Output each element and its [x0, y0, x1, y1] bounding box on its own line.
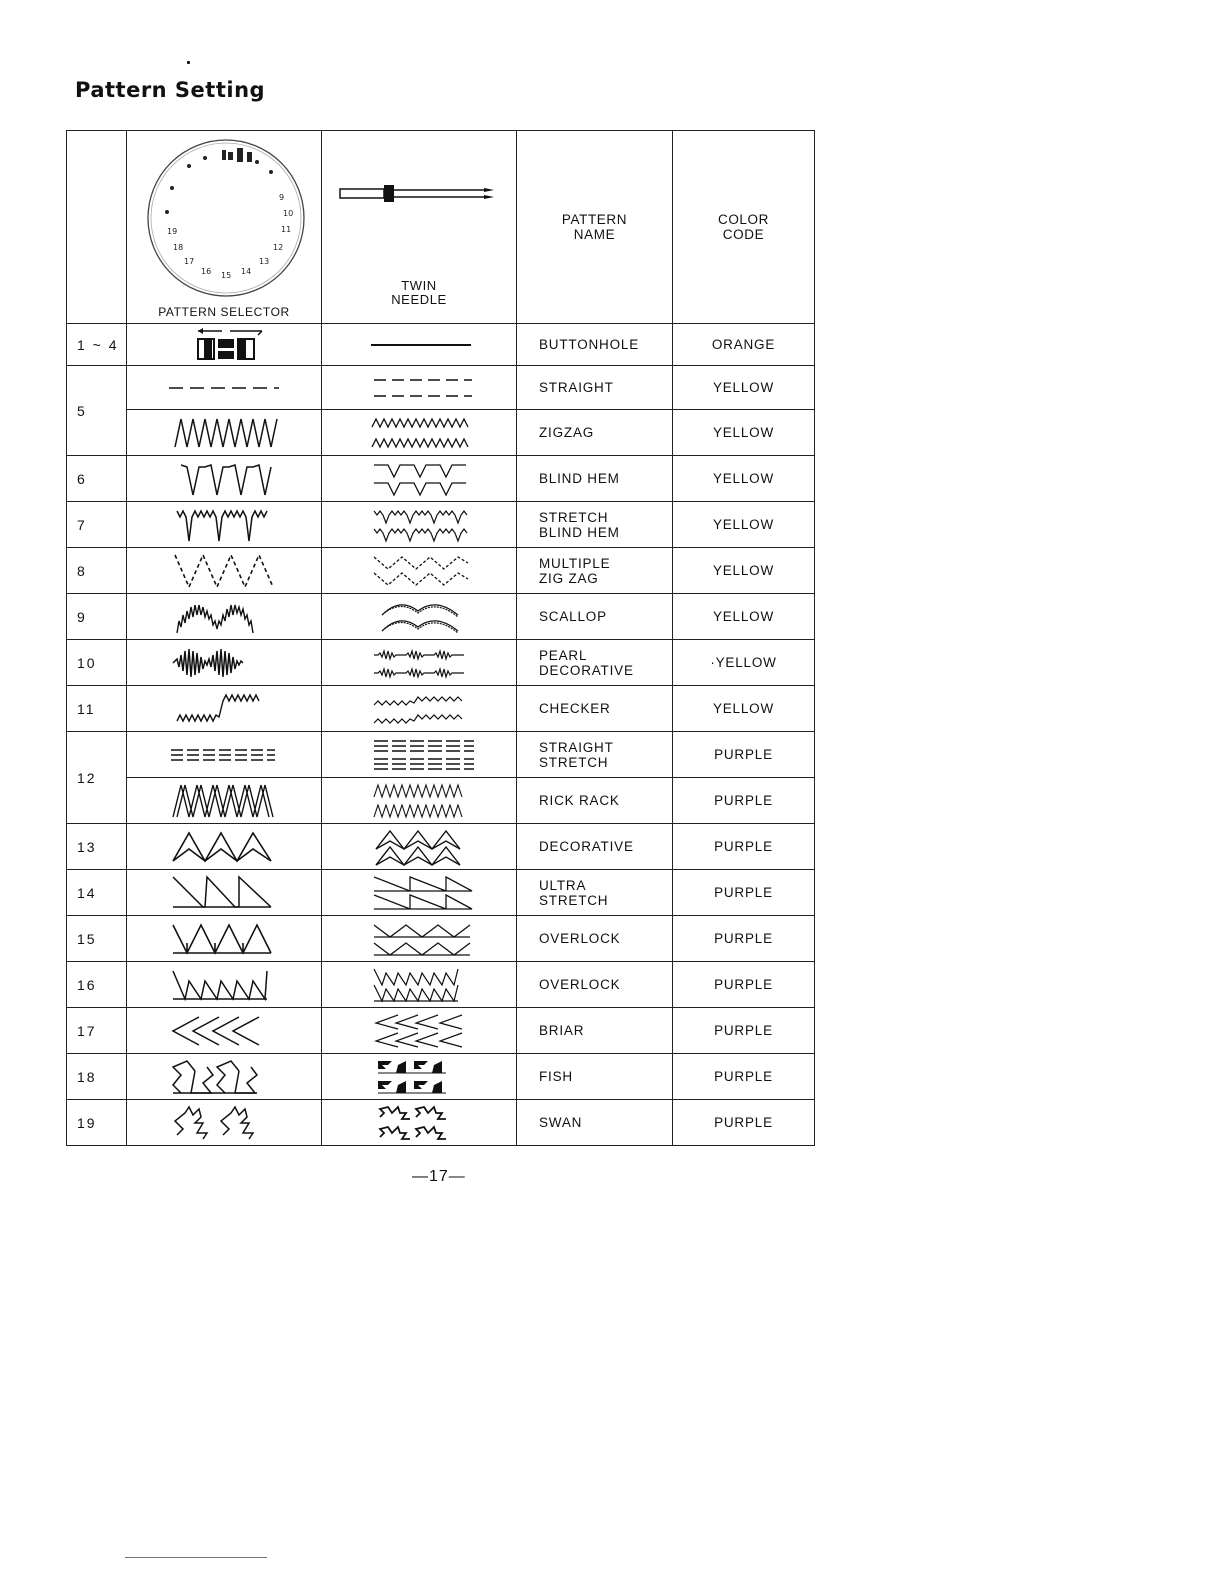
twin-stitch-cell: [322, 916, 517, 962]
pattern-name: SCALLOP: [517, 594, 673, 640]
twin-stitch-cell: [322, 502, 517, 548]
selector-stitch-cell: [127, 548, 322, 594]
table-row: [67, 686, 815, 732]
pattern-name: FISH: [517, 1054, 673, 1100]
pattern-name: RICK RACK: [517, 778, 673, 824]
pattern-selector-cell: [127, 131, 322, 324]
twin-stitch-cell: [322, 1054, 517, 1100]
pattern-name: OVERLOCK: [517, 916, 673, 962]
header-blank-cell: [67, 131, 127, 324]
selector-stitch-cell: [127, 962, 322, 1008]
overlock-alt-stitch-icon: [159, 965, 289, 1005]
table-row: [67, 324, 815, 366]
selector-stitch-cell: [127, 324, 322, 366]
blind-hem-twin-icon: [354, 459, 484, 499]
pattern-name: STRAIGHT STRETCH: [517, 732, 673, 778]
color-code: PURPLE: [673, 824, 815, 870]
table-row: [67, 366, 815, 410]
color-code: PURPLE: [673, 962, 815, 1008]
pattern-number: 14: [67, 870, 127, 916]
straight-stitch-icon: [159, 378, 289, 398]
selector-stitch-cell: [127, 824, 322, 870]
pattern-name: ULTRA STRETCH: [517, 870, 673, 916]
table-header-row: [67, 131, 815, 324]
pearl-decorative-twin-icon: [354, 643, 484, 683]
pattern-number: 17: [67, 1008, 127, 1054]
pattern-number: 5: [67, 366, 127, 456]
svg-text:14: 14: [241, 267, 252, 276]
table-row: [67, 870, 815, 916]
pattern-name: BRIAR: [517, 1008, 673, 1054]
svg-text:11: 11: [281, 225, 292, 234]
buttonhole-icon: [164, 326, 284, 364]
color-code: YELLOW: [673, 456, 815, 502]
scallop-twin-icon: [354, 597, 484, 637]
pattern-name: STRAIGHT: [517, 366, 673, 410]
table-row: [67, 548, 815, 594]
color-code: PURPLE: [673, 916, 815, 962]
overlock-stitch-icon: [159, 919, 289, 959]
pattern-number: 12: [67, 732, 127, 824]
pattern-number: 6: [67, 456, 127, 502]
multiple-zigzag-stitch-icon: [159, 551, 289, 591]
stretch-blind-hem-stitch-icon: [159, 505, 289, 545]
twin-stitch-cell: [322, 870, 517, 916]
twin-stitch-cell: [322, 824, 517, 870]
twin-stitch-cell: [322, 962, 517, 1008]
color-code: ·YELLOW: [673, 640, 815, 686]
table-row: [67, 594, 815, 640]
pattern-number: 10: [67, 640, 127, 686]
decorative-twin-icon: [354, 827, 484, 867]
twin-needle-cell: [322, 131, 517, 324]
table-row: [67, 778, 815, 824]
pattern-number: 16: [67, 962, 127, 1008]
color-code: YELLOW: [673, 410, 815, 456]
page-title: Pattern Setting: [75, 78, 266, 102]
pattern-number: 8: [67, 548, 127, 594]
color-code: YELLOW: [673, 366, 815, 410]
selector-stitch-cell: [127, 410, 322, 456]
blind-hem-stitch-icon: [159, 459, 289, 499]
checker-twin-icon: [354, 689, 484, 729]
svg-text:12: 12: [273, 243, 284, 252]
selector-stitch-cell: [127, 778, 322, 824]
svg-text:19: 19: [167, 227, 178, 236]
buttonhole-twin-icon: [359, 335, 479, 355]
color-code: PURPLE: [673, 870, 815, 916]
twin-stitch-cell: [322, 686, 517, 732]
twin-stitch-cell: [322, 1100, 517, 1146]
twin-stitch-cell: [322, 410, 517, 456]
pattern-name: SWAN: [517, 1100, 673, 1146]
color-code: PURPLE: [673, 732, 815, 778]
stray-dot: [187, 61, 190, 64]
color-code: PURPLE: [673, 1008, 815, 1054]
pattern-name: CHECKER: [517, 686, 673, 732]
color-code: PURPLE: [673, 1054, 815, 1100]
scallop-stitch-icon: [159, 597, 289, 637]
twin-stitch-cell: [322, 366, 517, 410]
pattern-selector-label: PATTERN SELECTOR: [158, 305, 290, 319]
table-row: [67, 640, 815, 686]
selector-stitch-cell: [127, 594, 322, 640]
zigzag-twin-icon: [354, 413, 484, 453]
svg-text:17: 17: [184, 257, 195, 266]
color-code: YELLOW: [673, 502, 815, 548]
pattern-name: BUTTONHOLE: [517, 324, 673, 366]
zigzag-stitch-icon: [159, 413, 289, 453]
pattern-number: 11: [67, 686, 127, 732]
selector-stitch-cell: [127, 502, 322, 548]
color-code: PURPLE: [673, 778, 815, 824]
twin-stitch-cell: [322, 778, 517, 824]
svg-text:18: 18: [173, 243, 184, 252]
twin-stitch-cell: [322, 1008, 517, 1054]
twin-stitch-cell: [322, 594, 517, 640]
straight-twin-icon: [354, 370, 484, 406]
selector-stitch-cell: [127, 456, 322, 502]
svg-text:10: 10: [283, 209, 294, 218]
briar-twin-icon: [354, 1011, 484, 1051]
svg-text:16: 16: [201, 267, 212, 276]
straight-stretch-stitch-icon: [159, 740, 289, 770]
pattern-number: 15: [67, 916, 127, 962]
fish-twin-icon: [354, 1057, 484, 1097]
page-number: —17—: [412, 1168, 466, 1185]
pattern-number: 19: [67, 1100, 127, 1146]
pattern-selector-dial-icon: [129, 138, 319, 308]
overlock-twin-icon: [354, 919, 484, 959]
table-row: [67, 410, 815, 456]
swan-twin-icon: [354, 1103, 484, 1143]
twin-stitch-cell: [322, 548, 517, 594]
pattern-number: 13: [67, 824, 127, 870]
pattern-name: BLIND HEM: [517, 456, 673, 502]
pattern-name: ZIGZAG: [517, 410, 673, 456]
decorative-stitch-icon: [159, 827, 289, 867]
overlock-alt-twin-icon: [354, 965, 484, 1005]
pearl-decorative-stitch-icon: [159, 643, 289, 683]
pattern-table: [66, 130, 815, 1146]
table-row: [67, 456, 815, 502]
selector-stitch-cell: [127, 916, 322, 962]
rick-rack-stitch-icon: [159, 781, 289, 821]
twin-needle-icon: [324, 167, 514, 227]
swan-stitch-icon: [159, 1103, 289, 1143]
pattern-name: OVERLOCK: [517, 962, 673, 1008]
selector-stitch-cell: [127, 732, 322, 778]
color-code: ORANGE: [673, 324, 815, 366]
selector-stitch-cell: [127, 366, 322, 410]
selector-stitch-cell: [127, 1100, 322, 1146]
svg-text:13: 13: [259, 257, 270, 266]
footer-rule: [125, 1557, 267, 1558]
selector-stitch-cell: [127, 870, 322, 916]
selector-stitch-cell: [127, 640, 322, 686]
pattern-number: 7: [67, 502, 127, 548]
pattern-name-header: PATTERN NAME: [517, 131, 673, 324]
color-code: YELLOW: [673, 548, 815, 594]
pattern-name: STRETCH BLIND HEM: [517, 502, 673, 548]
multiple-zigzag-twin-icon: [354, 551, 484, 591]
pattern-name: DECORATIVE: [517, 824, 673, 870]
twin-needle-label: TWIN NEEDLE: [391, 278, 447, 307]
color-code: YELLOW: [673, 686, 815, 732]
table-row: [67, 1008, 815, 1054]
pattern-name: MULTIPLE ZIG ZAG: [517, 548, 673, 594]
table-row: [67, 962, 815, 1008]
svg-text:15: 15: [221, 271, 232, 280]
fish-stitch-icon: [159, 1057, 289, 1097]
selector-stitch-cell: [127, 1054, 322, 1100]
color-code: YELLOW: [673, 594, 815, 640]
twin-stitch-cell: [322, 456, 517, 502]
color-code-header: COLOR CODE: [673, 131, 815, 324]
table-row: [67, 1054, 815, 1100]
selector-stitch-cell: [127, 686, 322, 732]
svg-text:9: 9: [279, 193, 285, 202]
pattern-name: PEARL DECORATIVE: [517, 640, 673, 686]
rick-rack-twin-icon: [354, 781, 484, 821]
straight-stretch-twin-icon: [354, 735, 484, 775]
table-row: [67, 502, 815, 548]
color-code: PURPLE: [673, 1100, 815, 1146]
table-row: [67, 1100, 815, 1146]
pattern-number: 1 ~ 4: [67, 324, 127, 366]
ultra-stretch-twin-icon: [354, 873, 484, 913]
stretch-blind-hem-twin-icon: [354, 505, 484, 545]
twin-stitch-cell: [322, 732, 517, 778]
checker-stitch-icon: [159, 689, 289, 729]
table-row: [67, 732, 815, 778]
pattern-number: 18: [67, 1054, 127, 1100]
twin-stitch-cell: [322, 640, 517, 686]
table-row: [67, 916, 815, 962]
pattern-number: 9: [67, 594, 127, 640]
twin-stitch-cell: [322, 324, 517, 366]
table-row: [67, 824, 815, 870]
briar-stitch-icon: [159, 1011, 289, 1051]
selector-stitch-cell: [127, 1008, 322, 1054]
ultra-stretch-stitch-icon: [159, 873, 289, 913]
